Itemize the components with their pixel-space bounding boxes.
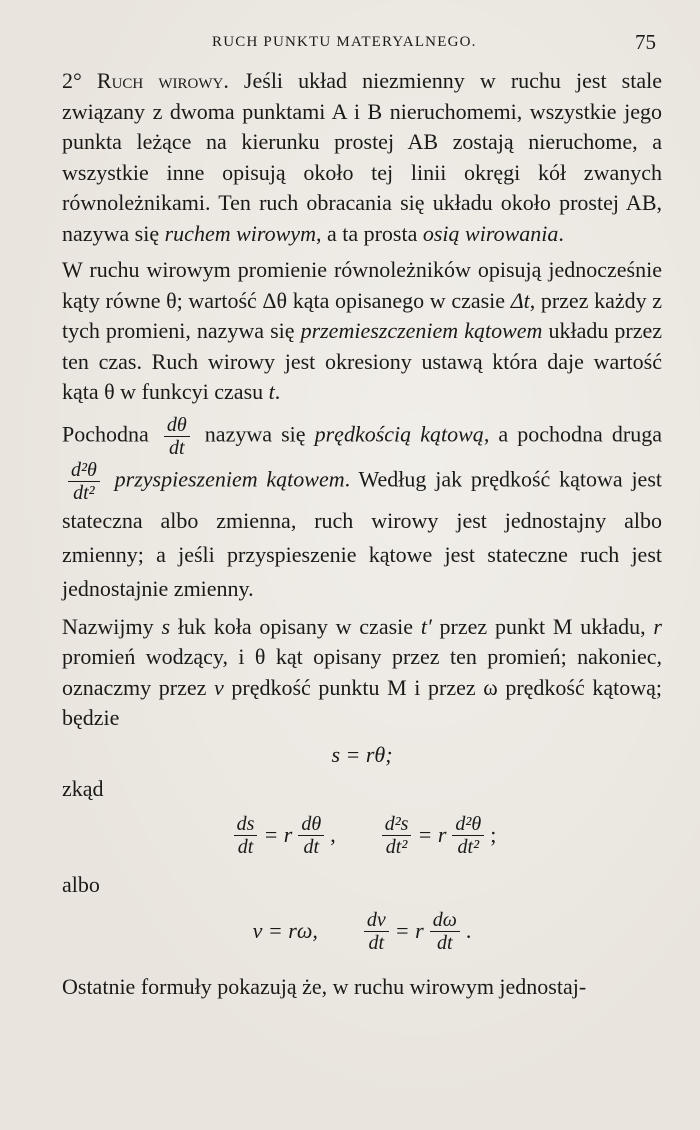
paragraph-ruch-wirowy	[62, 66, 662, 249]
fraction-numerator: dθ	[298, 813, 324, 836]
running-head: RUCH PUNKTU MATERYALNEGO.	[212, 34, 477, 50]
fraction-denominator: dt	[368, 931, 385, 954]
paragraph-text: , a pochodna druga	[483, 421, 662, 447]
math-t: t	[268, 379, 275, 404]
fraction-denominator: dt	[436, 931, 453, 954]
paragraph-text: łuk koła opisany w czasie	[170, 613, 421, 639]
fraction-domega-dt	[430, 909, 460, 954]
equation-end: .	[465, 917, 472, 943]
fraction-numerator: d²s	[382, 813, 412, 836]
paragraph-text: układu przez ten czas. Ruch wirowy jest okresiony ustawą która daje wartość kąta θ w funkcyi czasu	[62, 318, 662, 404]
paragraph-nazwijmy	[62, 612, 662, 734]
fraction-denominator: dt²	[385, 835, 408, 858]
equation-s-equals-r-theta: s = rθ;	[331, 741, 393, 767]
paragraph-text: . Według jak prędkość kątowa jest stateczna albo zmienna, ruch wirowy jest jednostajny albo zmienny; a jeśli przyspieszenie kątowe jest stateczne ruch jest jednostajnie zmienny.	[62, 466, 662, 601]
paragraph-text: .	[274, 379, 281, 404]
fraction-d2theta-dt2	[68, 459, 100, 504]
label-albo: albo	[62, 872, 100, 897]
math-t-prime: t′	[420, 613, 432, 639]
fraction-denominator: dt²	[457, 835, 480, 858]
paragraph-text: Nazwijmy	[62, 613, 162, 639]
fraction-numerator: ds	[234, 813, 258, 836]
equation-operator: = r	[394, 917, 424, 943]
paragraph-text: przez punkt M układu,	[431, 613, 654, 639]
section-lead: 2° Ruch wirowy.	[62, 68, 229, 93]
term-os-wirowania: osią wirowania	[422, 220, 559, 246]
paragraph-text: promień wodzący, i θ kąt opisany przez ten promień; nakoniec, oznaczmy przez	[62, 644, 662, 700]
equation-end: ;	[490, 821, 497, 847]
paragraph-ostatnie: Ostatnie formuły pokazują że, w ruchu wirowym jednostaj-	[62, 974, 587, 999]
paragraph-text: Jeśli układ niezmienny w ruchu jest stale związany z dwoma punktami A i B nieruchomemi, wszystkie jego punkta leżące na kierunku prostej AB zostają nieruchome, a wszystkie inne opisują około tej linii okręgi kół zwanych równoleżnikami. Ten ruch obracania się układu około prostej AB, nazywa się	[62, 68, 662, 246]
fraction-ds-dt	[234, 813, 258, 858]
math-s: s	[161, 613, 170, 639]
fraction-denominator: dt	[169, 436, 185, 459]
paragraph-text: prędkość punktu M i przez ω prędkość kątową; będzie	[62, 674, 662, 730]
fraction-numerator: d²θ	[68, 459, 100, 482]
paragraph-text: , przez każdy z tych promieni, nazywa się	[62, 287, 663, 343]
fraction-denominator: dt	[237, 835, 254, 858]
page-body	[62, 66, 662, 1003]
fraction-dtheta-dt	[298, 813, 324, 858]
fraction-numerator: dθ	[164, 414, 190, 437]
equation-operator: = r	[263, 821, 293, 847]
paragraph-text: Pochodna	[62, 421, 158, 447]
fraction-numerator: dω	[430, 909, 460, 932]
term-przyspieszenie-katowe: przyspieszeniem kątowem	[105, 466, 345, 492]
fraction-d2theta-dt2	[452, 813, 484, 858]
term-przemieszczenie-katowe: przemieszczeniem kątowem	[300, 318, 543, 343]
paragraph-przemieszczenie	[62, 255, 662, 408]
equation-separator: ,	[330, 821, 336, 847]
fraction-numerator: d²θ	[452, 813, 484, 836]
fraction-dv-dt	[364, 909, 389, 954]
term-predkosc-katowa: prędkością kątową	[314, 421, 484, 447]
fraction-numerator: dv	[364, 909, 389, 932]
fraction-denominator: dt	[303, 835, 320, 858]
math-r: r	[653, 613, 662, 639]
fraction-dtheta-dt	[164, 414, 190, 459]
label-zkad: zkąd	[62, 776, 104, 801]
page-header	[62, 30, 662, 58]
equation-derivatives	[62, 804, 662, 866]
page-number: 75	[635, 30, 656, 54]
paragraph-text: .	[558, 220, 564, 246]
fraction-d2s-dt2	[382, 813, 412, 858]
fraction-denominator: dt²	[73, 481, 95, 504]
math-delta-t: Δt	[510, 287, 530, 313]
paragraph-text: nazywa się	[195, 421, 315, 447]
paragraph-text: , a ta prosta	[315, 220, 423, 246]
equation-velocity	[62, 900, 662, 962]
equation-operator: = r	[417, 821, 447, 847]
equation-v-equals-r-omega: v = rω,	[252, 917, 318, 943]
term-ruch-wirowy: ruchem wirowym	[164, 220, 316, 246]
math-v: v	[214, 674, 224, 700]
paragraph-predkosc-katowa	[62, 414, 662, 606]
paragraph-text: W ruchu wirowym promienie równoleżników opisują jednocześnie kąty równe θ; wartość Δθ kąta opisanego w czasie	[62, 257, 662, 313]
